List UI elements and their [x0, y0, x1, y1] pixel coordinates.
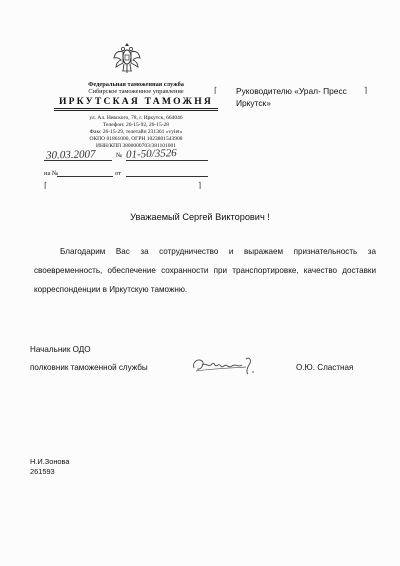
handwritten-signature-icon — [190, 350, 262, 380]
header-divider-top — [54, 108, 218, 109]
sender-inn: ИНН/КПП 3800000703/381101001 — [95, 143, 176, 149]
sender-phone: Телефон: 26-15-92, 26-15-28 — [102, 122, 170, 128]
signer-name: О.Ю. Сластная — [296, 363, 354, 372]
sender-org-line2: Сибирское таможенное управление — [88, 88, 184, 95]
date-underline — [44, 160, 112, 161]
addressee-bracket-left: ⌈ — [214, 86, 218, 95]
addressee-line1: Руководителю «Урал- Пресс — [236, 86, 347, 96]
coat-of-arms-eagle-icon — [112, 40, 142, 76]
registration-date: 30.03.2007 — [45, 148, 96, 162]
sender-okpo: ОКПО 01861000, ОГРН 1023801543908 — [89, 136, 183, 142]
executor-name: Н.И.Зонова — [30, 457, 70, 466]
sender-org-name: ИРКУТСКАЯ ТАМОЖНЯ — [58, 96, 214, 107]
reference-number-label: на № — [44, 170, 59, 177]
sender-address: ул. Ал. Невского, 78, г. Иркутск, 664046 — [89, 115, 183, 121]
registration-number-label: № — [116, 152, 123, 159]
reference-number-line — [57, 176, 113, 177]
reference-date-line — [126, 176, 208, 177]
body-paragraph: Благодарим Вас за сотрудничество и выражаем признательность за своевременность, обеспечение сохранности при транспортировке, качество доставки корреспонденции в Иркутскую таможню. — [34, 247, 376, 294]
executor-phone: 261593 — [30, 467, 55, 476]
sender-fax: Факс 26-15-29, телетайп 231361 «vylet» — [89, 129, 183, 135]
reference-date-label: от — [115, 170, 122, 177]
letter-body — [34, 242, 376, 299]
corner-bracket-right: ⌉ — [198, 181, 202, 190]
signer-position-line2: полковник таможенной службы — [30, 363, 148, 372]
addressee-bracket-right: ⌉ — [364, 86, 368, 95]
salutation: Уважаемый Сергей Викторович ! — [130, 212, 270, 222]
addressee-line2: Иркутск» — [236, 98, 271, 108]
header-divider-bottom — [54, 110, 218, 111]
number-underline — [126, 160, 208, 161]
corner-bracket-left: ⌈ — [44, 181, 48, 190]
registration-number: 01-50/3526 — [125, 147, 177, 161]
sender-org-line1: Федеральная таможенная служба — [88, 81, 184, 88]
signer-position-line1: Начальник ОДО — [30, 345, 91, 354]
